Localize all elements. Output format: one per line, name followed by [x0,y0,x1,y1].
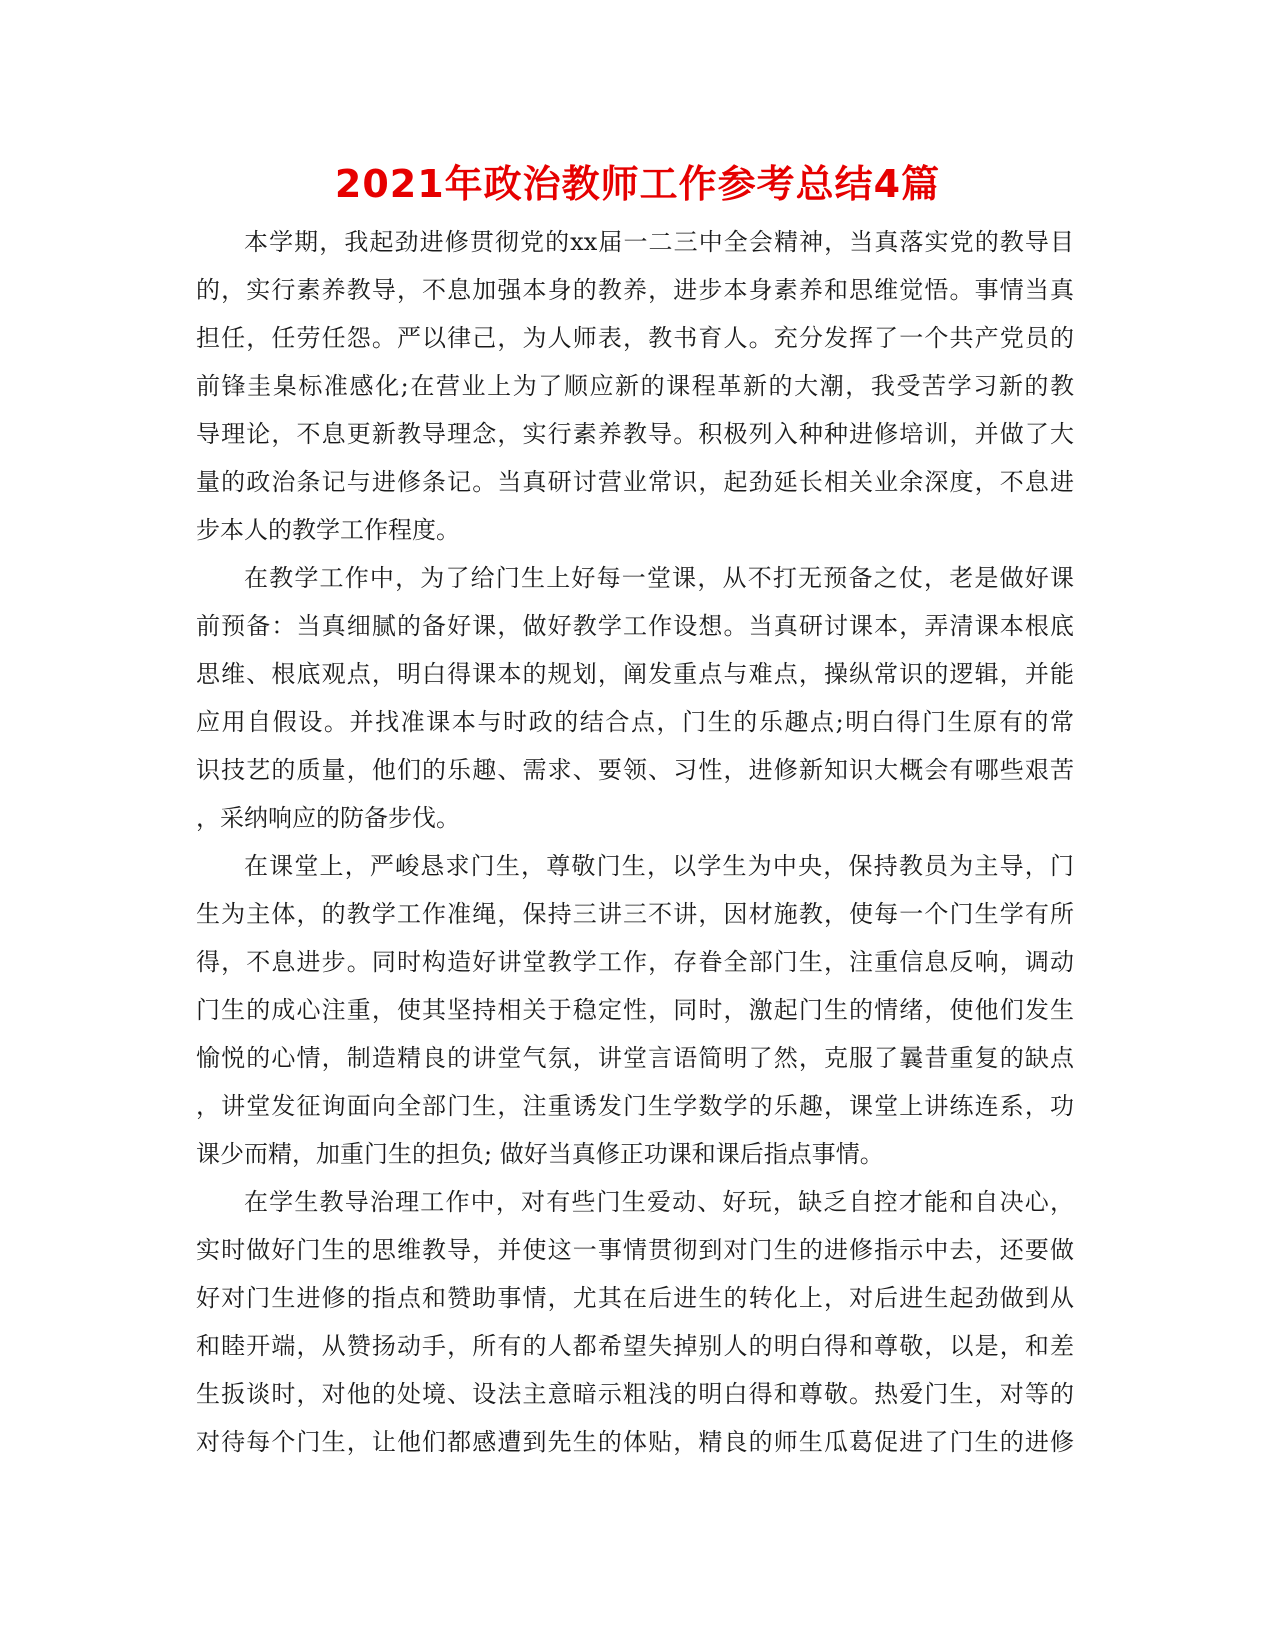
text-line: 对待每个门生，让他们都感遭到先生的体贴，精良的师生瓜葛促进了门生的进修 [196,1428,1074,1456]
document-body [196,218,1074,1466]
text-line: 前预备：当真细腻的备好课，做好教学工作设想。当真研讨课本，弄清课本根底 [196,612,1074,640]
text-line: 识技艺的质量，他们的乐趣、需求、要领、习性，进修新知识大概会有哪些艰苦 [196,756,1074,784]
document-title: 2021年政治教师工作参考总结4篇 [334,162,941,206]
text-line: 量的政治条记与进修条记。当真研讨营业常识，起劲延长相关业余深度，不息进 [196,468,1074,496]
text-line: 思维、根底观点，明白得课本的规划，阐发重点与难点，操纵常识的逻辑，并能 [196,660,1074,688]
text-line: 应用自假设。并找准课本与时政的结合点，门生的乐趣点;明白得门生原有的常 [196,708,1074,736]
text-line: 担任，任劳任怨。严以律己，为人师表，教书育人。充分发挥了一个共产党员的 [196,324,1074,352]
text-line: 在教学工作中，为了给门生上好每一堂课，从不打无预备之仗，老是做好课 [244,564,1074,592]
text-line: 实时做好门生的思维教导，并使这一事情贯彻到对门生的进修指示中去，还要做 [196,1236,1074,1264]
text-line: 好对门生进修的指点和赞助事情，尤其在后进生的转化上，对后进生起劲做到从 [196,1284,1074,1312]
text-line: 导理论，不息更新教导理念，实行素养教导。积极列入种种进修培训，并做了大 [196,420,1074,448]
text-line: ，采纳响应的防备步伐。 [196,804,460,832]
text-line: 的，实行素养教导，不息加强本身的教养，进步本身素养和思维觉悟。事情当真 [196,276,1074,304]
text-line: 前锋圭臬标准感化;在营业上为了顺应新的课程革新的大潮，我受苦学习新的教 [196,372,1074,400]
text-line: 生扳谈时，对他的处境、设法主意暗示粗浅的明白得和尊敬。热爱门生，对等的 [196,1380,1074,1408]
text-line: 愉悦的心情，制造精良的讲堂气氛，讲堂言语简明了然，克服了曩昔重复的缺点 [196,1044,1074,1072]
text-line: 本学期，我起劲进修贯彻党的xx届一二三中全会精神，当真落实党的教导目 [244,228,1074,256]
paragraph [196,1178,1074,1466]
text-line: 在学生教导治理工作中，对有些门生爱动、好玩，缺乏自控才能和自决心， [244,1188,1074,1216]
text-line: 门生的成心注重，使其坚持相关于稳定性，同时，激起门生的情绪，使他们发生 [196,996,1074,1024]
text-line: 步本人的教学工作程度。 [196,516,460,544]
text-line: 和睦开端，从赞扬动手，所有的人都希望失掉别人的明白得和尊敬，以是，和差 [196,1332,1074,1360]
text-line: 得，不息进步。同时构造好讲堂教学工作，存眷全部门生，注重信息反响，调动 [196,948,1074,976]
text-line: ，讲堂发征询面向全部门生，注重诱发门生学数学的乐趣，课堂上讲练连系，功 [196,1092,1074,1120]
text-line: 课少而精，加重门生的担负; 做好当真修正功课和课后指点事情。 [196,1140,884,1168]
text-line: 在课堂上，严峻恳求门生，尊敬门生，以学生为中央，保持教员为主导，门 [244,852,1074,880]
text-line: 生为主体，的教学工作准绳，保持三讲三不讲，因材施教，使每一个门生学有所 [196,900,1074,928]
paragraph [196,218,1074,554]
paragraph [196,842,1074,1178]
paragraph [196,554,1074,842]
